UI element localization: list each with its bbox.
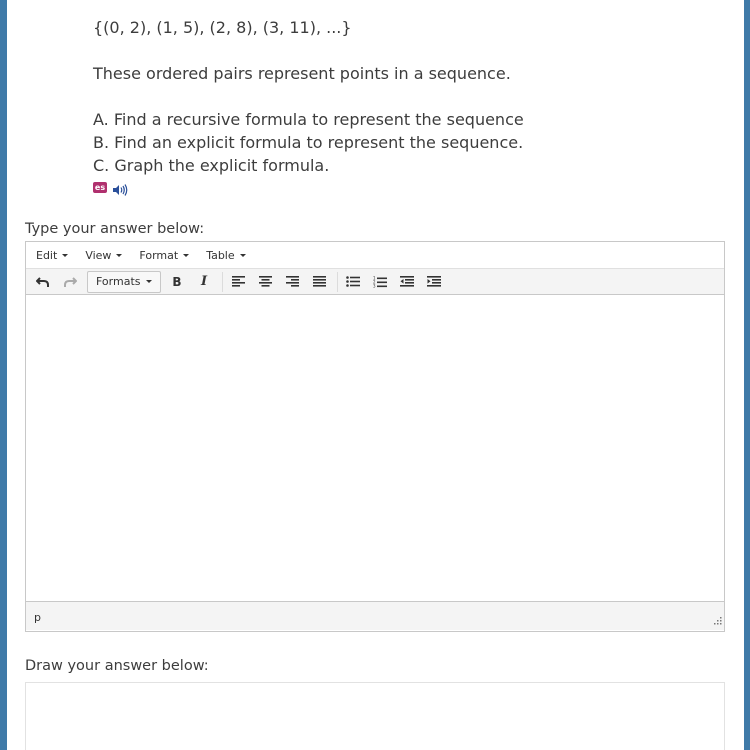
style-group [164,271,218,293]
caret-down-icon [62,254,68,257]
svg-text:2: 2 [373,279,376,284]
italic-button[interactable] [191,271,218,293]
caret-down-icon [116,254,122,257]
align-group [225,271,333,293]
redo-icon [63,276,77,288]
drawing-canvas[interactable] [25,682,725,750]
numbered-list-button[interactable] [367,271,394,293]
toolbar-divider [222,272,223,292]
speaker-icon[interactable] [112,181,128,193]
align-left-button[interactable] [225,271,252,293]
numbered-list-icon [373,276,387,288]
ordered-pairs-set: {(0, 2), (1, 5), (2, 8), (3, 11), ...} [93,18,352,37]
align-right-icon [286,276,299,287]
resize-handle-icon[interactable] [714,615,722,628]
caret-down-icon [183,254,189,257]
question-part-b: B. Find an explicit formula to represent the sequence. [93,133,524,152]
menu-view-label: View [85,248,112,262]
caret-down-icon [146,280,152,283]
editor-toolbar [26,269,724,295]
draw-answer-label: Draw your answer below: [25,658,209,674]
outdent-icon [400,276,414,287]
menu-edit[interactable] [36,249,68,262]
question-content [93,16,693,195]
align-left-icon [232,276,245,287]
toolbar-divider [337,272,338,292]
bullet-list-button[interactable] [340,271,367,293]
bold-icon: B [172,274,182,289]
menu-view[interactable] [85,249,122,262]
italic-icon: I [200,274,208,289]
spanish-translation-icon[interactable]: es [94,182,106,192]
outdent-button[interactable] [394,271,421,293]
history-group [29,271,83,293]
type-answer-label: Type your answer below: [25,221,205,237]
menu-format-label: Format [139,248,179,262]
element-path[interactable]: p [34,611,41,624]
question-part-a: A. Find a recursive formula to represent the sequence [93,110,524,129]
rich-text-editor [25,241,725,632]
redo-button[interactable] [56,271,83,293]
align-right-button[interactable] [279,271,306,293]
align-center-button[interactable] [252,271,279,293]
align-justify-icon [313,276,326,287]
editor-content-area[interactable] [26,295,724,601]
indent-icon [427,276,441,287]
svg-text:3: 3 [373,283,376,288]
menu-table-label: Table [206,248,235,262]
question-description: These ordered pairs represent points in a sequence. [93,64,511,83]
align-center-icon [259,276,272,287]
list-group [340,271,448,293]
question-part-c: C. Graph the explicit formula. [93,156,330,175]
formats-label: Formats [96,275,141,288]
undo-icon [36,276,50,288]
menu-format[interactable] [139,249,189,262]
question-page [7,0,744,750]
bullet-list-icon [346,276,360,287]
align-justify-button[interactable] [306,271,333,293]
bold-button[interactable] [164,271,191,293]
formats-dropdown[interactable] [87,271,161,293]
indent-button[interactable] [421,271,448,293]
menu-table[interactable] [206,249,245,262]
question-tools [93,179,693,195]
editor-menubar [26,242,724,269]
svg-text:1: 1 [373,275,376,280]
editor-statusbar [26,601,724,630]
undo-button[interactable] [29,271,56,293]
caret-down-icon [240,254,246,257]
menu-edit-label: Edit [36,248,58,262]
